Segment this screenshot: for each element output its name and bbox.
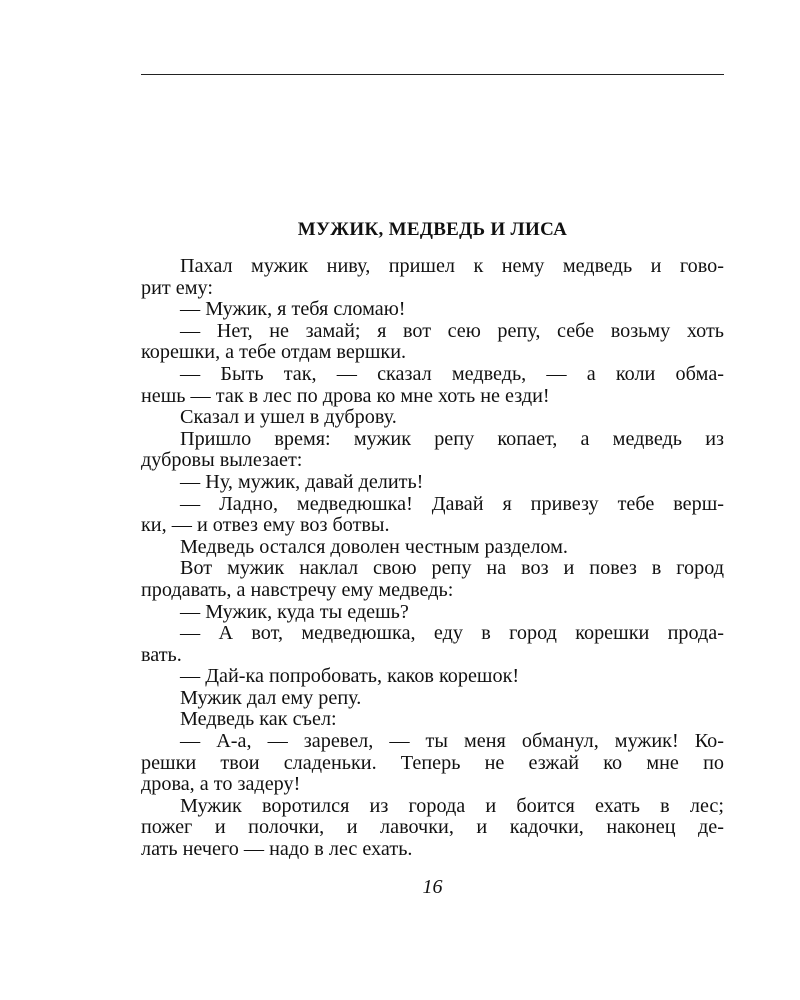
text-line: Мужик воротился из города и боится ехать в лес; (180, 794, 724, 817)
text-line: корешки, а тебе отдам вершки. (141, 341, 407, 364)
text-line: Вот мужик наклал свою репу на воз и повез в город (180, 557, 724, 580)
paragraph (141, 256, 724, 299)
text-line: продавать, а навстречу ему медведь: (141, 578, 454, 601)
paragraph (141, 429, 724, 472)
story-body (141, 256, 724, 861)
paragraph (141, 688, 724, 710)
paragraph (141, 623, 724, 666)
text-line: — Быть так, — сказал медведь, — а коли обма- (180, 362, 724, 385)
paragraph (141, 731, 724, 796)
paragraph (141, 666, 724, 688)
text-line: Сказал и ушел в дуброву. (180, 406, 397, 429)
text-line: Медведь как съел: (180, 708, 337, 731)
text-line: пожег и полочки, и лавочки, и кадочки, наконец де- (141, 816, 724, 839)
paragraph (141, 407, 724, 429)
paragraph (141, 796, 724, 861)
text-line: Пахал мужик ниву, пришел к нему медведь и гово- (180, 255, 724, 277)
text-line: — Дай-ка попробовать, каков корешок! (180, 665, 520, 688)
paragraph (141, 537, 724, 559)
text-line: — А-а, — заревел, — ты меня обманул, мужик! Ко- (180, 730, 724, 753)
paragraph (141, 364, 724, 407)
story-title: МУЖИК, МЕДВЕДЬ И ЛИСА (297, 219, 568, 240)
header-rule (141, 74, 724, 75)
text-line: — Ну, мужик, давай делить! (180, 470, 424, 493)
paragraph (141, 321, 724, 364)
text-line: дрова, а то задеру! (141, 773, 301, 796)
text-line: решки твои сладеньки. Теперь не езжай ко мне по (141, 751, 724, 774)
text-line: рит ему: (141, 276, 213, 299)
text-line: Медведь остался доволен честным разделом. (180, 535, 568, 558)
text-line: — Ладно, медведюшка! Давай я привезу тебе верш- (180, 492, 724, 515)
text-line: — А вот, медведюшка, еду в город корешки прода- (180, 622, 724, 645)
paragraph (141, 709, 724, 731)
text-line: Пришло время: мужик репу копает, а медведь из (180, 427, 724, 450)
text-line: — Мужик, я тебя сломаю! (180, 298, 406, 321)
text-line: лать нечего — надо в лес ехать. (141, 838, 413, 861)
text-line: — Нет, не замай; я вот сею репу, себе возьму хоть (180, 319, 724, 342)
text-line: — Мужик, куда ты едешь? (180, 600, 409, 623)
text-line: Мужик дал ему репу. (180, 686, 362, 709)
paragraph (141, 299, 724, 321)
text-line: нешь — так в лес по дрова ко мне хоть не езди! (141, 384, 550, 407)
paragraph (141, 602, 724, 624)
paragraph (141, 558, 724, 601)
text-line: вать. (141, 643, 182, 666)
text-line: ки, — и отвез ему воз ботвы. (141, 514, 390, 537)
paragraph (141, 472, 724, 494)
text-line: дубровы вылезает: (141, 449, 303, 472)
page-number: 16 (422, 876, 443, 898)
paragraph (141, 494, 724, 537)
